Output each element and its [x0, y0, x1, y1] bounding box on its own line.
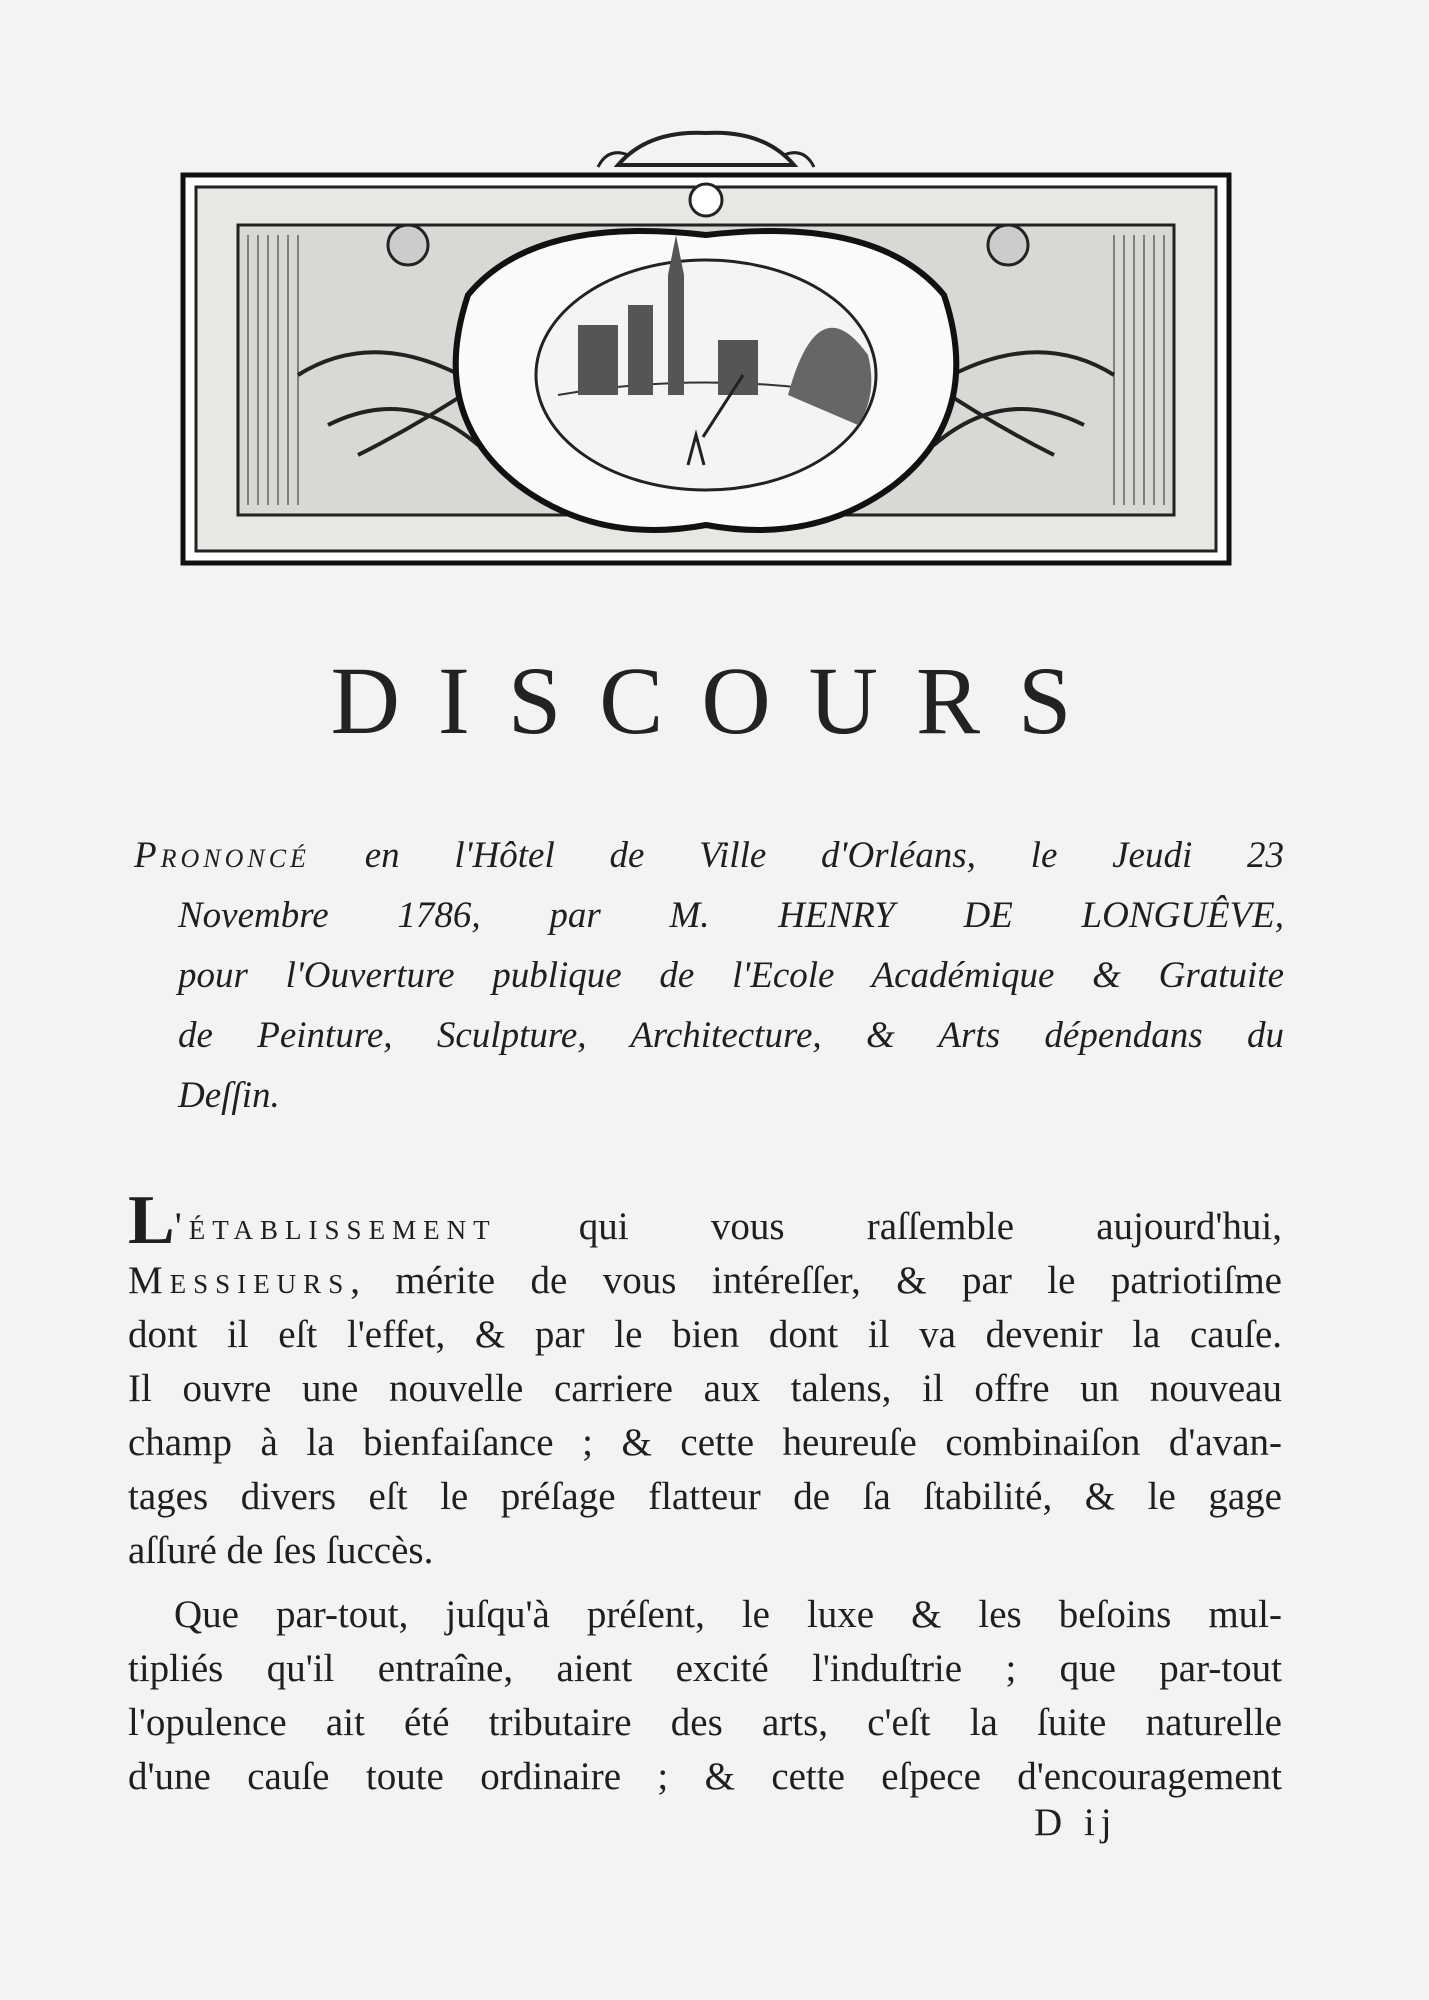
- opening-smallcaps: 'établissement: [174, 1205, 497, 1248]
- subtitle-line-2: Novembre 1786, par M. HENRY DE LONGUÊVE,: [178, 895, 1284, 936]
- body-line: tipliés qu'il entraîne, aient excité l'induſtrie ; que par-tout: [128, 1647, 1282, 1690]
- address-smallcaps: Messieurs: [128, 1259, 351, 1302]
- paragraph-1: [128, 1182, 1282, 1578]
- body-line: champ à la bienfaiſance ; & cette heureuſe combinaiſon d'avan-: [128, 1421, 1282, 1464]
- address-rest: , mérite de vous intéreſſer, & par le patriotiſme: [350, 1259, 1282, 1302]
- body-line: Que par-tout, juſqu'à préſent, le luxe & les beſoins mul-: [174, 1593, 1282, 1636]
- subtitle-line-1-text: en l'Hôtel de Ville d'Orléans, le Jeudi 23: [309, 835, 1284, 876]
- body-line: aſſuré de ſes ſuccès.: [128, 1529, 434, 1572]
- body-line: [128, 1182, 1282, 1259]
- subtitle-lead: Prononcé: [134, 835, 310, 876]
- body-line: l'opulence ait été tributaire des arts, c'eſt la ſuite naturelle: [128, 1701, 1282, 1744]
- signature-mark: D ij: [1034, 1801, 1118, 1844]
- body-line: Il ouvre une nouvelle carriere aux talens, il offre un nouveau: [128, 1367, 1282, 1410]
- page-title: DISCOURS: [330, 647, 1110, 754]
- engraved-headpiece-ornament: [178, 125, 1234, 570]
- body-line: [128, 1254, 1282, 1308]
- body-text: [128, 1182, 1282, 1804]
- paragraph-2: [128, 1588, 1282, 1804]
- body-line: tages divers eſt le préſage flatteur de ſa ſtabilité, & le gage: [128, 1475, 1282, 1518]
- body-line: d'une cauſe toute ordinaire ; & cette eſpece d'encouragement: [128, 1755, 1282, 1798]
- subtitle-line-4: de Peinture, Sculpture, Architecture, & Arts dépendans du: [178, 1015, 1284, 1056]
- opening-rest: qui vous raſſemble aujourd'hui,: [496, 1205, 1282, 1248]
- body-line: dont il eſt l'effet, & par le bien dont il va devenir la cauſe.: [128, 1313, 1282, 1356]
- subtitle-line-1: [134, 826, 1284, 886]
- subtitle-block: [134, 826, 1284, 1126]
- drop-cap: L: [128, 1182, 175, 1259]
- subtitle-line-3: pour l'Ouverture publique de l'Ecole Académique & Gratuite: [178, 955, 1284, 996]
- subtitle-line-5: Deſſin.: [178, 1075, 280, 1116]
